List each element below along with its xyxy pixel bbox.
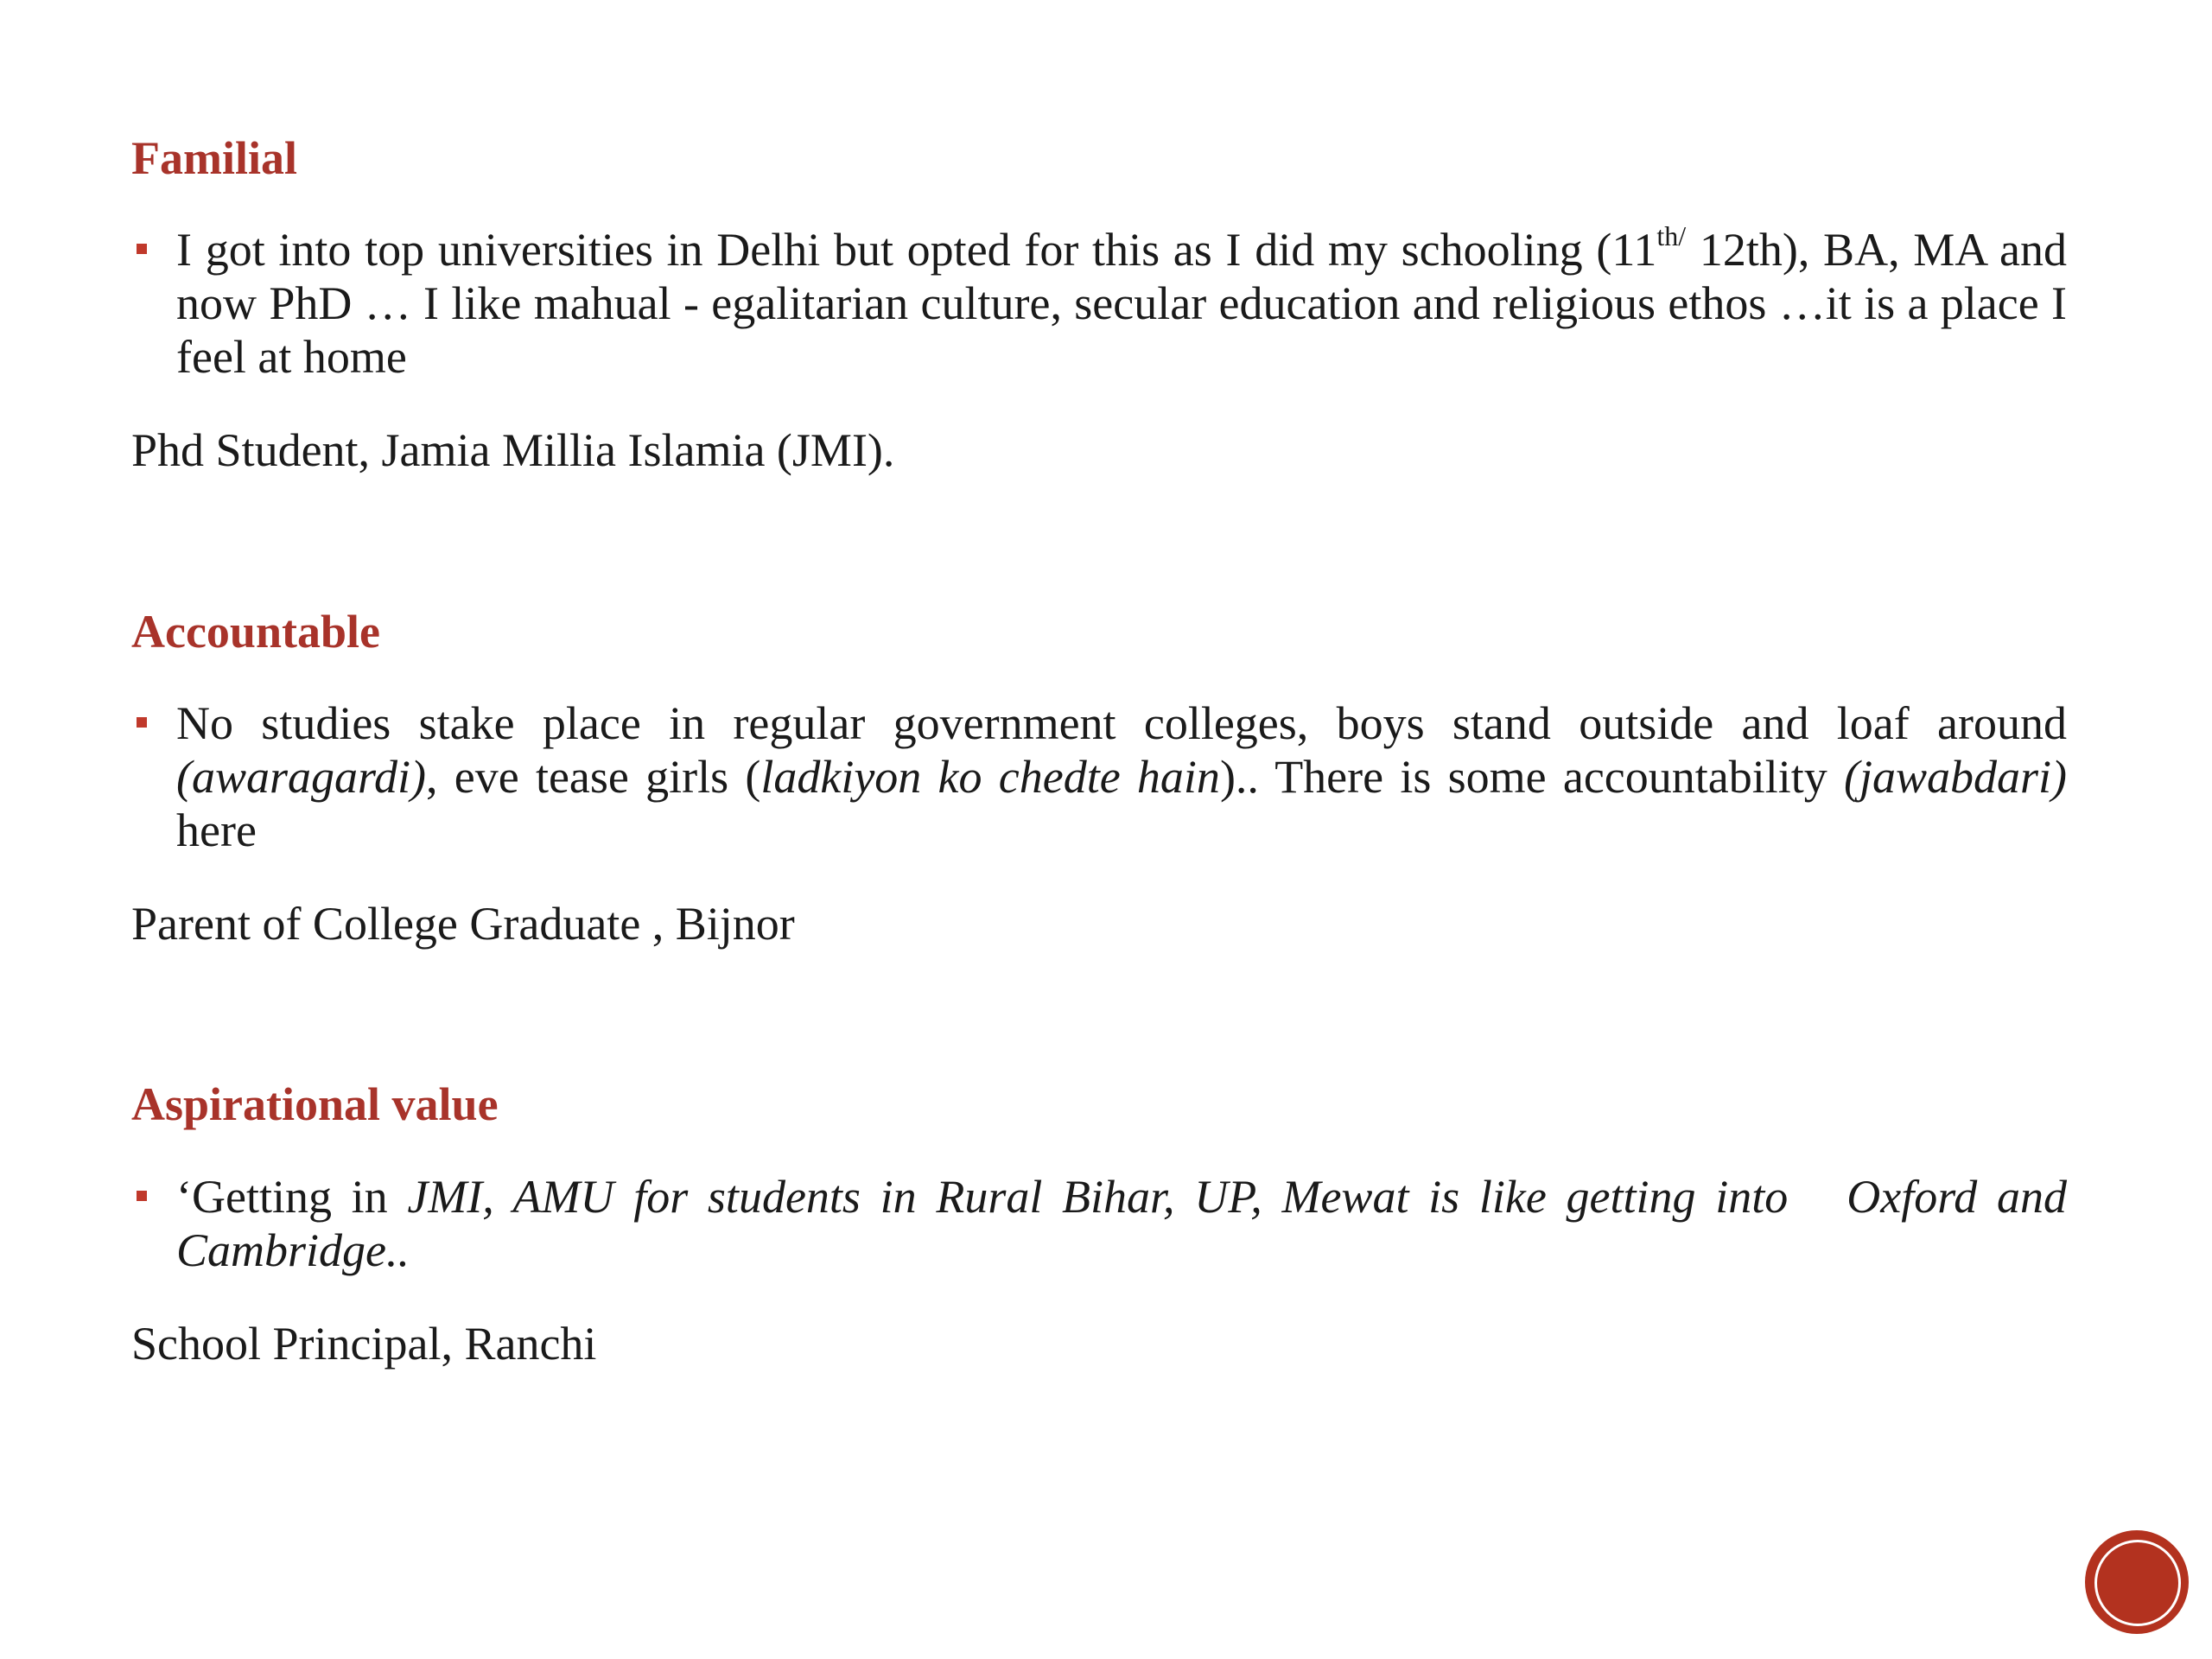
attribution-accountable: Parent of College Graduate , Bijnor <box>131 898 795 950</box>
attribution-aspirational: School Principal, Ranchi <box>131 1318 597 1370</box>
section-title-aspirational: Aspirational value <box>131 1078 499 1130</box>
square-bullet-icon <box>137 1191 147 1201</box>
section-title-accountable: Accountable <box>131 606 380 658</box>
quote-italic-segment: JMI, AMU for students in Rural Bihar, UP, Mewat is like getting into Oxford and Cambridge.. <box>176 1171 2079 1276</box>
quote-text <box>176 696 2067 857</box>
slide-badge-icon <box>2089 1535 2184 1630</box>
quote-segment: here <box>176 804 257 856</box>
quote-segment: I got into top universities in Delhi but opted for this as I did my schooling (11 <box>176 224 1657 276</box>
quote-italic-segment: ladkiyon ko chedte hain <box>760 751 1220 803</box>
badge-ring <box>2094 1540 2181 1626</box>
attribution-familial: Phd Student, Jamia Millia Islamia (JMI). <box>131 424 895 476</box>
quote-segment: No studies stake place in regular government colleges, boys stand outside and loaf around <box>176 697 2067 749</box>
square-bullet-icon <box>137 244 147 254</box>
quote-text <box>176 1170 2079 1277</box>
quote-segment: ‘Getting in <box>176 1171 408 1223</box>
quote-segment: ).. There is some accountability <box>1219 751 1844 803</box>
quote-superscript: th/ <box>1656 220 1687 251</box>
quote-text <box>176 220 2068 384</box>
quote-aspirational <box>131 1170 2079 1277</box>
quote-segment: 12th), BA, MA and now PhD … I like mahual - egalitarian culture, secular education and religious ethos …it is a place I feel at home <box>176 224 2068 383</box>
quote-italic-segment: (jawabdari) <box>1843 751 2067 803</box>
section-title-familial: Familial <box>131 132 297 184</box>
quote-familial <box>131 220 2068 384</box>
quote-italic-segment: (awaragardi) <box>176 751 427 803</box>
quote-segment: , eve tease girls ( <box>426 751 761 803</box>
quote-accountable <box>131 696 2067 857</box>
square-bullet-icon <box>137 717 147 728</box>
